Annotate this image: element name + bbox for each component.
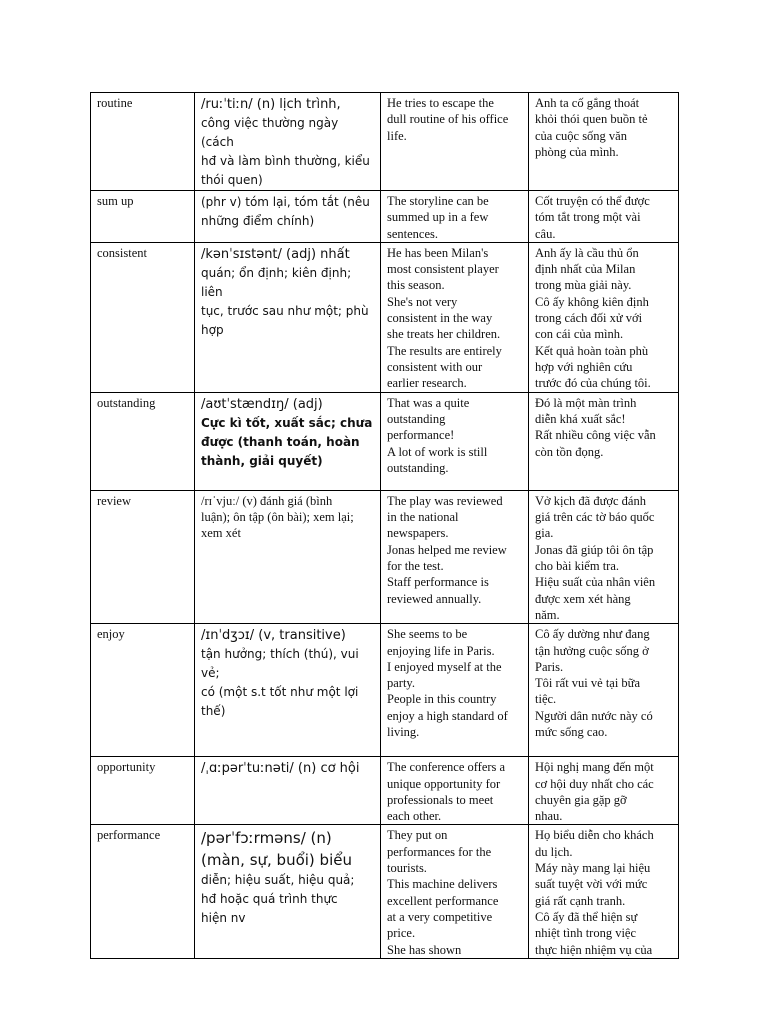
word-cell: performance <box>91 825 195 958</box>
table-row <box>91 242 679 392</box>
meaning-cell: /aʊtˈstændɪŋ/ (adj) Cực kì tốt, xuất sắc; chưa được (thanh toán, hoàn thành, giải quyết) <box>195 392 381 490</box>
translation-cell: Vở kịch đã được đánh giá trên các tờ báo quốc gia. Jonas đã giúp tôi ôn tập cho bài kiểm tra. Hiệu suất của nhân viên được xem xét hàng năm. <box>529 490 679 623</box>
meaning-cell: /ruːˈtiːn/ (n) lịch trình, công việc thường ngày (cách hđ và làm bình thường, kiểu thói quen) <box>195 93 381 191</box>
word-cell: opportunity <box>91 757 195 825</box>
meaning-cell: /ˌɑːpərˈtuːnəti/ (n) cơ hội <box>195 757 381 825</box>
word-cell: enjoy <box>91 624 195 757</box>
table-row <box>91 191 679 243</box>
vocabulary-table <box>90 92 679 959</box>
table-row <box>91 825 679 958</box>
example-cell: The play was reviewed in the national newspapers. Jonas helped me review for the test. Staff performance is reviewed annually. <box>381 490 529 623</box>
meaning-cell: /kənˈsɪstənt/ (adj) nhất quán; ổn định; kiên định; liên tục, trước sau như một; phù hợp <box>195 242 381 392</box>
table-row <box>91 93 679 191</box>
example-cell: The storyline can be summed up in a few sentences. <box>381 191 529 243</box>
meaning-cell: /ɪnˈdʒɔɪ/ (v, transitive) tận hưởng; thích (thú), vui vẻ; có (một s.t tốt như một lợi thế) <box>195 624 381 757</box>
meaning-cell: (phr v) tóm lại, tóm tắt (nêu những điểm chính) <box>195 191 381 243</box>
translation-cell: Cốt truyện có thể được tóm tắt trong một vài câu. <box>529 191 679 243</box>
example-cell: He has been Milan's most consistent player this season. She's not very consistent in the way she treats her children. The results are entirely consistent with our earlier research. <box>381 242 529 392</box>
translation-cell: Đó là một màn trình diễn khá xuất sắc! Rất nhiều công việc vẫn còn tồn đọng. <box>529 392 679 490</box>
example-cell: The conference offers a unique opportunity for professionals to meet each other. <box>381 757 529 825</box>
translation-cell: Anh ấy là cầu thủ ổn định nhất của Milan trong mùa giải này. Cô ấy không kiên định trong cách đối xử với con cái của mình. Kết quả hoàn toàn phù hợp với nghiên cứu trước đó của chúng tôi. <box>529 242 679 392</box>
word-cell: review <box>91 490 195 623</box>
example-cell: She seems to be enjoying life in Paris. I enjoyed myself at the party. People in this country enjoy a high standard of living. <box>381 624 529 757</box>
table-row <box>91 490 679 623</box>
table-row <box>91 392 679 490</box>
word-cell: routine <box>91 93 195 191</box>
table-row <box>91 624 679 757</box>
translation-cell: Cô ấy dường như đang tận hưởng cuộc sống ở Paris. Tôi rất vui vẻ tại bữa tiệc. Người dân nước này có mức sống cao. <box>529 624 679 757</box>
translation-cell: Anh ta cố gắng thoát khỏi thói quen buồn tẻ của cuộc sống văn phòng của mình. <box>529 93 679 191</box>
translation-cell: Hội nghị mang đến một cơ hội duy nhất cho các chuyên gia gặp gỡ nhau. <box>529 757 679 825</box>
word-cell: outstanding <box>91 392 195 490</box>
meaning-cell: /pərˈfɔːrməns/ (n) (màn, sự, buổi) biểu diễn; hiệu suất, hiệu quả; hđ hoặc quá trình thực hiện nv <box>195 825 381 958</box>
table-row <box>91 757 679 825</box>
example-cell: They put on performances for the tourists. This machine delivers excellent performance at a very competitive price. She has shown <box>381 825 529 958</box>
translation-cell: Họ biểu diễn cho khách du lịch. Máy này mang lại hiệu suất tuyệt vời với mức giá rất cạnh tranh. Cô ấy đã thể hiện sự nhiệt tình trong việc thực hiện nhiệm vụ của <box>529 825 679 958</box>
word-cell: sum up <box>91 191 195 243</box>
word-cell: consistent <box>91 242 195 392</box>
example-cell: He tries to escape the dull routine of his office life. <box>381 93 529 191</box>
meaning-cell: /rɪˈvjuː/ (v) đánh giá (bình luận); ôn tập (ôn bài); xem lại; xem xét <box>195 490 381 623</box>
example-cell: That was a quite outstanding performance! A lot of work is still outstanding. <box>381 392 529 490</box>
